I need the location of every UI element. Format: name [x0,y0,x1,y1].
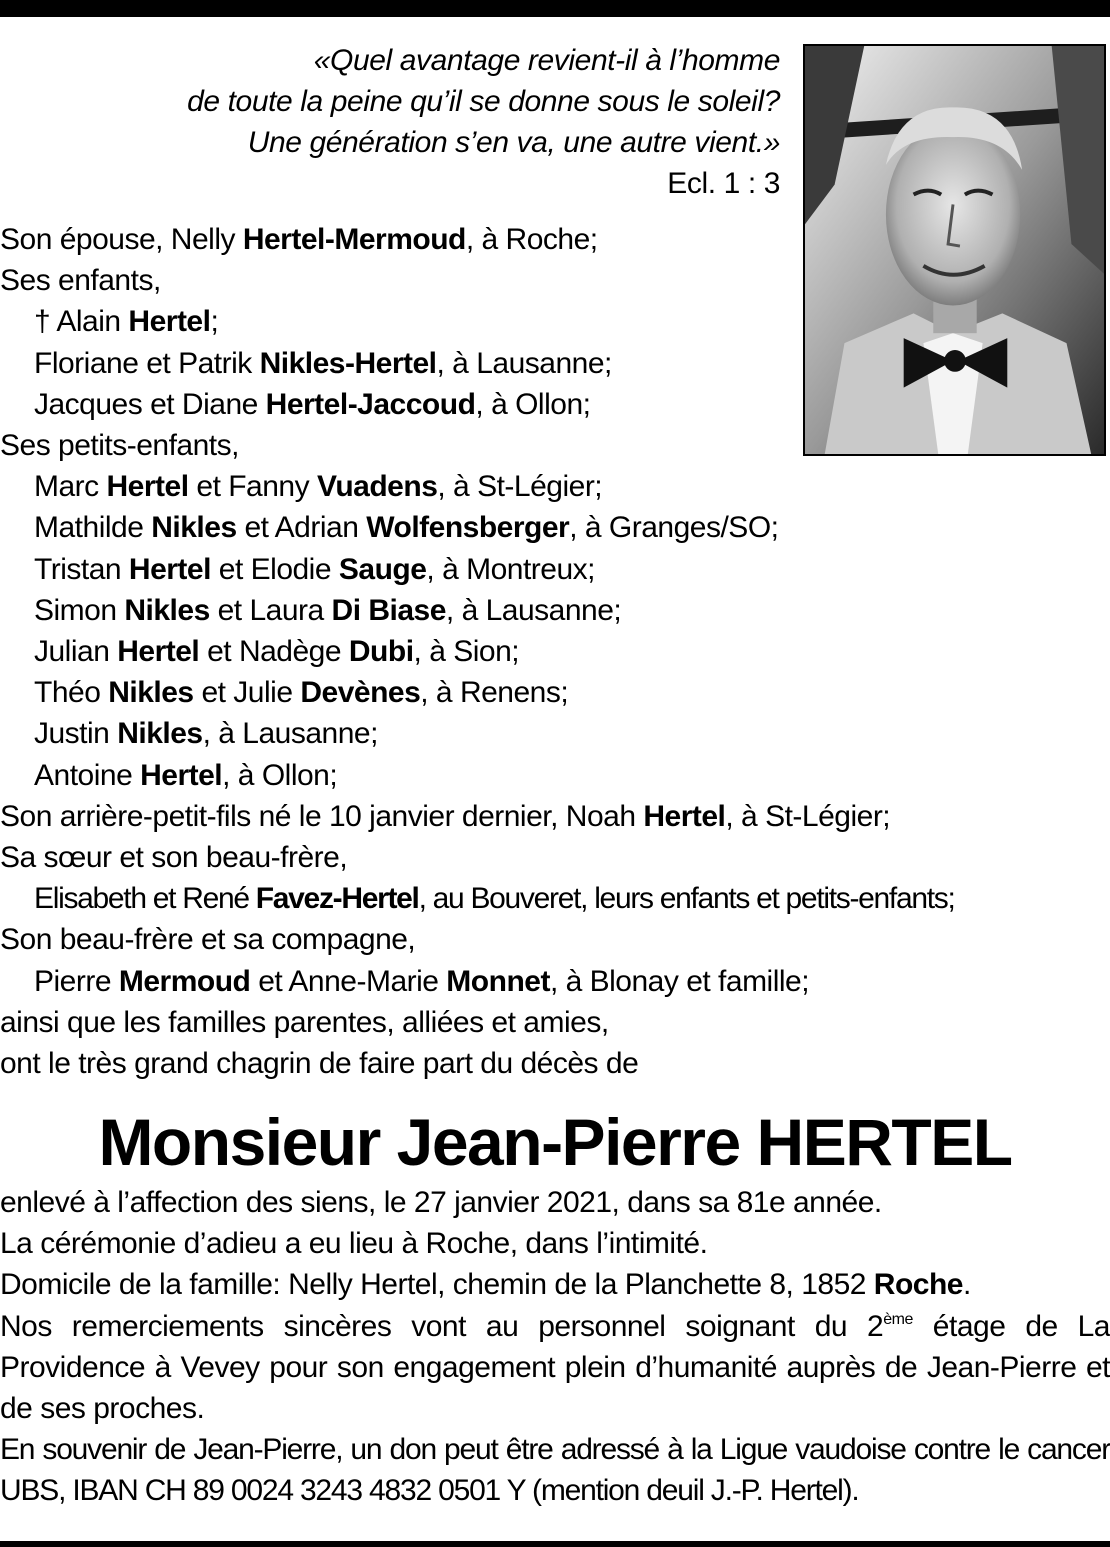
closing-text [0,1182,1110,1512]
text: et Anne-Marie [250,964,447,998]
family-line-grandchild [0,549,1110,590]
surname: Dubi [348,635,414,669]
text: , à Sion; [413,635,520,669]
text: Elisabeth et René [34,882,256,916]
text: , à Roche; [465,223,598,256]
surname: Wolfensberger [366,511,570,545]
text: , à Ollon; [222,758,338,792]
text: Jacques et Diane [34,387,266,421]
surname: Hertel [117,635,200,669]
family-line-grandchild [0,631,1110,672]
text: et Elodie [210,552,339,586]
surname: Hertel-Jaccoud [265,387,476,421]
surname: Hertel [128,552,211,586]
surname: Devènes [300,676,421,710]
surname: Favez-Hertel [255,882,419,916]
text: Julian [34,635,118,669]
text: , à Lausanne; [445,593,622,627]
text: , à St-Légier; [437,470,603,504]
family-line-sister [0,878,1110,919]
donation-paragraph: En souvenir de Jean-Pierre, un don peut être adressé à la Ligue vaudoise contre le cancer UBS, IBAN CH 89 0024 3243 4832 0501 Y (mention deuil J.-P. Hertel). [0,1433,1110,1508]
family-line-grandchild [0,507,1110,548]
surname: Hertel [106,470,189,504]
family-relatives: ainsi que les familles parentes, alliées et amies, [0,1005,609,1039]
family-line-child [0,301,1110,342]
text: Justin [34,717,118,751]
text: Floriane et Patrik [34,346,260,380]
surname: Nikles-Hertel [259,346,437,380]
text: et Adrian [236,511,367,545]
text: Théo [34,676,109,710]
ceremony-notice: La cérémonie d’adieu a eu lieu à Roche, dans l’intimité. [0,1227,708,1261]
bible-quote [0,40,780,204]
text: , au Bouveret, leurs enfants et petits-enfants; [418,882,955,916]
place: Roche [873,1268,963,1302]
announcement-text: ont le très grand chagrin de faire part du décès de [0,1047,639,1081]
family-domicile [0,1264,1110,1305]
text: et Julie [193,676,301,710]
surname: Hertel [643,799,726,833]
text: , à Montreux; [426,552,595,586]
text: Mathilde [34,511,152,545]
thanks-paragraph [0,1306,1110,1430]
text: Marc [34,470,107,504]
text: Nos remerciements sincères vont au personnel soignant du 2 [0,1309,884,1343]
text: Pierre [34,964,119,998]
family-line-grandchild [0,672,1110,713]
surname: Nikles [108,676,194,710]
text: Son épouse, Nelly [0,223,243,256]
text: , à Lausanne; [436,346,612,380]
family-line-grandchild [0,466,1110,507]
surname: Mermoud [118,964,251,998]
surname: Nikles [151,511,237,545]
quote-line: Une génération s’en va, une autre vient.» [247,126,780,159]
text: Tristan [34,552,129,586]
ordinal-suffix: ème [883,1310,913,1328]
family-list [0,219,1110,1084]
surname: Hertel [128,305,211,339]
surname: Vuadens [316,470,438,504]
family-line-spouse [0,219,1110,260]
family-line-grandchild [0,590,1110,631]
family-heading: Ses petits-enfants, [0,429,239,463]
family-heading: Ses enfants, [0,264,161,298]
text: . [962,1268,971,1302]
surname: Sauge [338,552,427,586]
family-line-child [0,343,1110,384]
surname: Nikles [117,717,203,751]
text: , à St-Légier; [725,799,891,833]
family-heading: Sa sœur et son beau-frère, [0,841,348,875]
text: Antoine [34,758,141,792]
text: , à Renens; [420,676,569,710]
surname: Monnet [446,964,550,998]
quote-line: «Quel avantage revient-il à l’homme [313,44,780,77]
text: Simon [34,593,125,627]
quote-reference: Ecl. 1 : 3 [667,167,780,200]
family-line-great-grandson [0,796,1110,837]
quote-line: de toute la peine qu’il se donne sous le soleil? [187,85,780,118]
surname: Di Biase [331,593,446,627]
text: Son arrière-petit-fils né le 10 janvier dernier, Noah [0,799,644,833]
family-line-child [0,384,1110,425]
text: et Laura [209,593,332,627]
text: et Nadège [199,635,349,669]
text: Domicile de la famille: Nelly Hertel, chemin de la Planchette 8, 1852 [0,1268,874,1302]
text: ; [210,305,219,339]
death-notice: enlevé à l’affection des siens, le 27 janvier 2021, dans sa 81e année. [0,1186,882,1219]
text: , à Blonay et famille; [549,964,810,998]
surname: Nikles [124,593,210,627]
family-line-grandchild [0,755,1110,796]
text: , à Ollon; [475,387,591,421]
surname: Hertel-Mermoud [242,223,466,256]
text: † Alain [34,305,129,339]
family-line-brother-in-law [0,961,1110,1002]
bottom-rule [0,1541,1110,1547]
top-rule [0,0,1110,17]
text: , à Lausanne; [202,717,378,751]
deceased-name: Monsieur Jean-Pierre HERTEL [98,1105,1012,1179]
text: étage de La Providence à Vevey pour son engagement plein d’humanité auprès de Jean-Pierre et de ses proches. [0,1309,1110,1426]
surname: Hertel [140,758,223,792]
family-heading: Son beau-frère et sa compagne, [0,923,416,957]
text: et Fanny [188,470,317,504]
text: , à Granges/SO; [569,511,779,545]
family-line-grandchild [0,713,1110,754]
